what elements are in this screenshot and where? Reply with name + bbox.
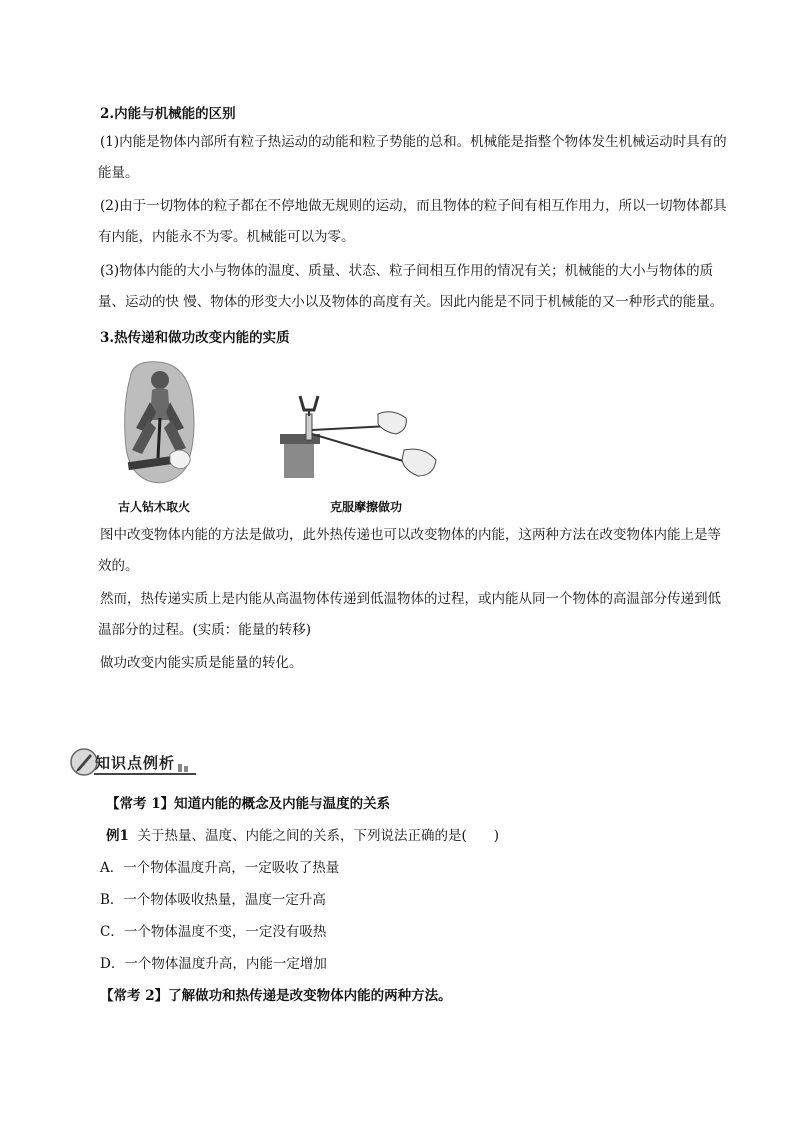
key-point-1 — [106, 792, 390, 812]
option-b: B．一个物体吸收热量，温度一定升高 — [100, 892, 326, 908]
figure-right-caption: 克服摩擦做功 — [330, 500, 403, 514]
section-3-heading: 3.热传递和做功改变内能的实质 — [100, 330, 290, 346]
section-3-paragraph-3: 做功改变内能实质是能量的转化。 — [100, 655, 303, 671]
example-1-label: 例1 — [106, 828, 129, 844]
example-1 — [106, 824, 499, 844]
section-2-paragraph-1: (1)内能是物体内部所有粒子热运动的动能和粒子势能的总和。机械能是指整个物体发生机械运动时具有的能量。 — [98, 134, 727, 181]
key-point-2 — [100, 984, 452, 1004]
section-2-paragraph-2: (2)由于一切物体的粒子都在不停地做无规则的运动，而且物体的粒子间有相互作用力，所以一切物体都具有内能，内能永不为零。机械能可以为零。 — [98, 198, 727, 245]
section-3-paragraph-2: 然而，热传递实质上是内能从高温物体传递到低温物体的过程，或内能从同一个物体的高温部分传递到低温部分的过程。(实质：能量的转移) — [98, 591, 721, 638]
key-point-2-text: 了解做功和热传递是改变物体内能的两种方法。 — [168, 988, 452, 1004]
example-1-question: 关于热量、温度、内能之间的关系，下列说法正确的是( ) — [137, 828, 500, 844]
figure-left-caption: 古人钻木取火 — [118, 500, 191, 514]
section-2-paragraph-3: (3)物体内能的大小与物体的温度、质量、状态、粒子间相互作用的情况有关；机械能的大小与物体的质量、运动的快 慢、物体的形变大小以及物体的高度有关。因此内能是不同于机械能的又一种形式的能量。 — [98, 263, 724, 310]
friction-work-illustration — [280, 390, 440, 480]
knowledge-badge-label: 知识点例析 — [95, 754, 176, 772]
option-a: A．一个物体温度升高，一定吸收了热量 — [100, 860, 340, 876]
key-point-1-text: 知道内能的概念及内能与温度的关系 — [174, 796, 391, 812]
key-point-1-tag: 【常考 1】 — [106, 796, 175, 812]
option-c: C．一个物体温度不变，一定没有吸热 — [100, 924, 327, 940]
key-point-2-tag: 【常考 2】 — [100, 988, 169, 1004]
option-d: D．一个物体温度升高，内能一定增加 — [100, 956, 327, 972]
fire-drilling-illustration — [122, 358, 200, 488]
section-2-heading: 2.内能与机械能的区别 — [100, 106, 236, 122]
section-3-paragraph-1: 图中改变物体内能的方法是做功，此外热传递也可以改变物体的内能，这两种方法在改变物体内能上是等效的。 — [98, 527, 721, 574]
